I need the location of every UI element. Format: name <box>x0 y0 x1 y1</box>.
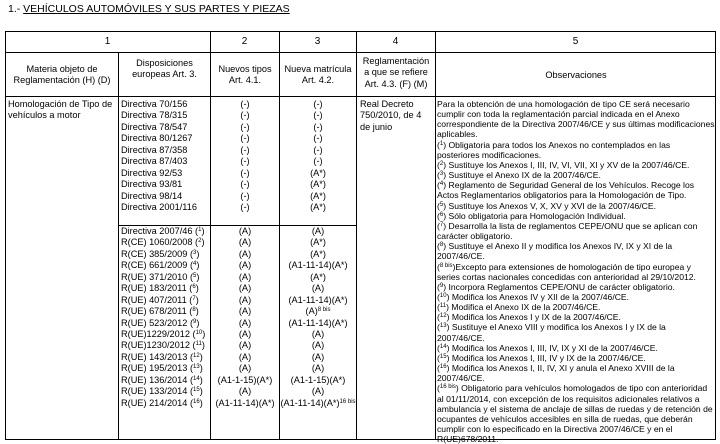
nuevos-tipos-item: (A) <box>238 386 252 397</box>
observacion-note: ($^1$) Obligatoria para todos los Anexos no contemplados en las posteriores modificaciones. <box>437 139 671 160</box>
header-disposiciones: Disposiciones europeas Art. 3. <box>132 58 197 80</box>
disposicion-item: Directiva 98/14 <box>121 190 183 201</box>
header-materia: Materia objeto de Reglamentación (H) (D) <box>13 64 111 86</box>
nueva-matricula-item: (A*) <box>310 190 326 201</box>
nueva-matricula-item: (A*) <box>310 248 326 259</box>
nueva-matricula-item: (A1-11-14)(A*) <box>288 260 348 271</box>
nueva-matricula-item: (A) <box>311 363 325 374</box>
observacion-note: ($^{14}$) Modifica los Anexos I, III, IV, IX y XI de la 2007/46/CE. <box>437 342 658 353</box>
nuevos-tipos-item: (A) <box>238 271 252 282</box>
nueva-matricula-item: (-) <box>313 110 323 121</box>
nueva-matricula-item: (A1-1-15)(A*) <box>290 374 346 385</box>
nuevos-tipos-item: (A) <box>238 340 252 351</box>
col-number-5: 5 <box>572 36 579 47</box>
nueva-matricula-item: (-) <box>313 133 323 144</box>
nuevos-tipos-item: (-) <box>240 110 250 121</box>
nuevos-tipos-item: (A1-1-15)(A*) <box>217 374 273 385</box>
observacion-note: ($^3$) Sustituye el Anexo IX de la 2007/46/CE. <box>437 170 601 181</box>
divider-col4 <box>356 31 357 440</box>
observacion-note: ($^{13}$) Sustituye el Anexo VIII y modifica los Anexos I y IX de la 2007/46/CE. <box>437 322 666 343</box>
nueva-matricula-item: $(A)^{8 bis}$ <box>305 306 331 317</box>
header-nueva-matricula: Nueva matrícula Art. 4.2. <box>284 64 352 86</box>
disposicion-item: R(UE) 407/2011 ($^7$) <box>121 294 199 305</box>
divider-header-row <box>5 96 716 97</box>
disposicion-item: Directiva 87/358 <box>121 144 188 155</box>
nueva-matricula-item: (A*) <box>310 237 326 248</box>
nueva-matricula-item: (A*) <box>310 179 326 190</box>
header-observaciones: Observaciones <box>545 70 607 80</box>
nueva-matricula-item: (-) <box>313 121 323 132</box>
section-number: 1.- <box>8 3 24 15</box>
disposicion-item: Directiva 78/315 <box>121 110 188 121</box>
nueva-matricula-item: (A) <box>311 226 325 236</box>
disposicion-item: Directiva 87/403 <box>121 156 188 167</box>
col-number-3: 3 <box>314 36 321 47</box>
disposicion-item: Directiva 70/156 <box>121 99 188 109</box>
header-nuevos-tipos: Nuevos tipos Art. 4.1. <box>218 64 272 86</box>
disposicion-item: R(UE) 143/2013 ($^{12}$) <box>121 351 203 362</box>
nueva-matricula-item: (A*) <box>310 167 326 178</box>
disposicion-item: Directiva 93/81 <box>121 179 183 190</box>
observacion-note: ($^{10}$) Modifica los Anexos IV y XII de la 2007/46/CE. <box>437 291 630 302</box>
nuevos-tipos-item: (A) <box>238 306 252 317</box>
nueva-matricula-item: (-) <box>313 99 323 109</box>
nueva-matricula-item: (A) <box>311 340 325 351</box>
nuevos-tipos-item: (A) <box>238 351 252 362</box>
disposicion-item: R(UE) 133/2014 ($^{15}$) <box>121 386 203 397</box>
divider-number-row <box>5 52 716 53</box>
section-title <box>8 3 290 15</box>
nuevos-tipos-item: (A1-11-14)(A*) <box>215 397 275 408</box>
observacion-note: ($^{12}$) Modifica los Anexos I y IX de la 2007/46/CE. <box>437 312 621 323</box>
nuevos-tipos-item: (A) <box>238 328 252 339</box>
observacion-note: ($^{15}$) Modifica los Anexos I, III, IV y IX de la 2007/46/CE. <box>437 352 646 363</box>
disposicion-item: R(UE) 214/2014 ($^{16}$) <box>121 397 203 408</box>
disposicion-item: R(UE) 678/2011 ($^8$) <box>121 306 199 317</box>
observacion-note: ($^7$) Desarrolla la lista de reglamentos CEPE/ONU que se aplican con carácter obligatorio. <box>437 220 698 242</box>
nueva-matricula-item: (A1-11-14)(A*) <box>288 317 348 328</box>
disposicion-item: R(UE) 183/2011 ($^6$) <box>121 283 199 294</box>
disposicion-item: R(UE) 523/2012 ($^9$) <box>121 317 200 328</box>
divider-col5 <box>435 31 436 440</box>
nuevos-tipos-item: (-) <box>240 121 250 132</box>
col-number-1: 1 <box>104 36 111 47</box>
disposicion-item: Directiva 78/547 <box>121 121 188 132</box>
disposicion-item: R(CE) 661/2009 ($^4$) <box>121 260 200 271</box>
col-number-2: 2 <box>241 36 248 47</box>
observacion-note: ($^5$) Sustituye los Anexos V, X, XV y XVI de la 2007/46/CE. <box>437 200 656 211</box>
observacion-note: ($^{11}$) Modifica el Anexo IX de la 2007/46/CE. <box>437 302 601 313</box>
observacion-note: Para la obtención de una homologación de tipo CE será necesario cumplir con toda la reglamentación parcial indicada en el Anexo correspondiente de la Directiva 2007/46/CE y sus últimas modificaciones aplicables. <box>437 99 715 140</box>
observacion-note: ($^4$) Reglamento de Seguridad General de los Vehículos. Recoge los Actos Reglamentarios obligatorios para la Homologación de Tipo. <box>437 180 695 201</box>
disposicion-item: R(UE)1229/2012 ($^{10}$) <box>121 328 206 339</box>
nuevos-tipos-item: (-) <box>240 156 250 167</box>
disposicion-item: Directiva 80/1267 <box>121 133 193 144</box>
nueva-matricula-item: (A) <box>311 283 325 294</box>
nuevos-tipos-item: (-) <box>240 167 250 178</box>
nueva-matricula-item: (A*) <box>310 201 326 212</box>
header-reglamentacion: Reglamentación a que se refiere Art. 4.3. (F) (M) <box>362 56 430 89</box>
nuevos-tipos-item: (-) <box>240 144 250 155</box>
observacion-note: ($^9$) Incorpora Reglamentos CEPE/ONU de carácter obligatorio. <box>437 281 675 292</box>
nuevos-tipos-item: (-) <box>240 133 250 144</box>
observacion-note: ($^8$) Sustituye el Anexo II y modifica los Anexos IV, IX y XI de la 2007/46/CE. <box>437 241 673 262</box>
nuevos-tipos-item: (A) <box>238 294 252 305</box>
reglamentacion-value: Real Decreto 750/2010, de 4 de junio <box>360 99 422 132</box>
observacion-note: ($^6$) Sólo obligatoria para Homologación Individual. <box>437 210 626 221</box>
nueva-matricula-item: $(A1-11-14)(A*)^{16 bis}$ <box>280 397 356 408</box>
group2-nueva-matricula <box>280 226 356 409</box>
nuevos-tipos-item: (-) <box>240 190 250 201</box>
observacion-note: ($^2$) Sustituye los Anexos I, III, IV, VI, VII, XI y XV de la 2007/46/CE. <box>437 159 690 170</box>
nueva-matricula-item: (A*) <box>310 271 326 282</box>
col-number-4: 4 <box>392 36 399 47</box>
nueva-matricula-item: (-) <box>313 144 323 155</box>
observacion-note: ($^{16 bis}$) Obligatorio para vehículos homologados de tipo con anterioridad al 01/11/2014, con excepción de los requisitos adicionales relativos a ambulancia y el sistema de anclaje de sillas de ruedas y de retención de ocupantes de vehículos accesibles en silla de ruedas, que deberán cumplir con lo especificado en la Directiva 2007/46/CE y en el R(UE)678/2011. <box>437 383 713 444</box>
nuevos-tipos-item: (A) <box>238 283 252 294</box>
nuevos-tipos-item: (A) <box>238 317 252 328</box>
group1-nueva-matricula <box>280 99 356 213</box>
observacion-note: ($^{16}$) Modifica los Anexos I, II, IV, XI y anula el Anexo XVIII de la 2007/46/CE. <box>437 363 675 384</box>
nuevos-tipos-item: (A) <box>238 237 252 248</box>
nuevos-tipos-item: (A) <box>238 226 252 236</box>
nuevos-tipos-item: (A) <box>238 248 252 259</box>
disposicion-item: Directiva 92/53 <box>121 167 183 178</box>
disposicion-item: R(UE)1230/2012 ($^{11}$) <box>121 340 205 351</box>
nueva-matricula-item: (A) <box>311 386 325 397</box>
group1-nuevos-tipos <box>211 99 279 213</box>
nueva-matricula-item: (A) <box>311 351 325 362</box>
nuevos-tipos-item: (-) <box>240 99 250 109</box>
nuevos-tipos-item: (-) <box>240 201 250 212</box>
materia-value: Homologación de Tipo de vehículos a motor <box>8 99 113 121</box>
disposicion-item: R(CE) 1060/2008 ($^2$) <box>121 237 205 248</box>
group2-nuevos-tipos <box>211 226 279 409</box>
nuevos-tipos-item: (-) <box>240 179 250 190</box>
observaciones-text <box>437 99 715 444</box>
observacion-note: ($^{8 bis}$)Excepto para extensiones de homologación de tipo europea y series cortas nacionales concedidas con anterioridad al 29/10/2012. <box>437 261 696 282</box>
disposicion-item: R(UE) 371/2010 ($^5$) <box>121 271 200 282</box>
divider-col1-sub <box>118 52 119 440</box>
nueva-matricula-item: (A) <box>311 328 325 339</box>
disposicion-item: R(UE) 195/2013 ($^{13}$) <box>121 363 203 374</box>
disposicion-item: R(UE) 136/2014 ($^{14}$) <box>121 374 203 385</box>
nueva-matricula-item: (-) <box>313 156 323 167</box>
nuevos-tipos-item: (A) <box>238 260 252 271</box>
group2-disposiciones <box>121 226 209 409</box>
group1-disposiciones <box>121 99 209 213</box>
nuevos-tipos-item: (A) <box>238 363 252 374</box>
nueva-matricula-item: (A1-11-14)(A*) <box>288 294 348 305</box>
disposicion-item: R(CE) 385/2009 ($^3$) <box>121 248 200 259</box>
section-title-text: VEHÍCULOS AUTOMÓVILES Y SUS PARTES Y PIEZAS <box>23 3 290 15</box>
disposicion-item: Directiva 2007/46 ($^1$) <box>121 226 205 236</box>
disposicion-item: Directiva 2001/116 <box>121 201 197 212</box>
